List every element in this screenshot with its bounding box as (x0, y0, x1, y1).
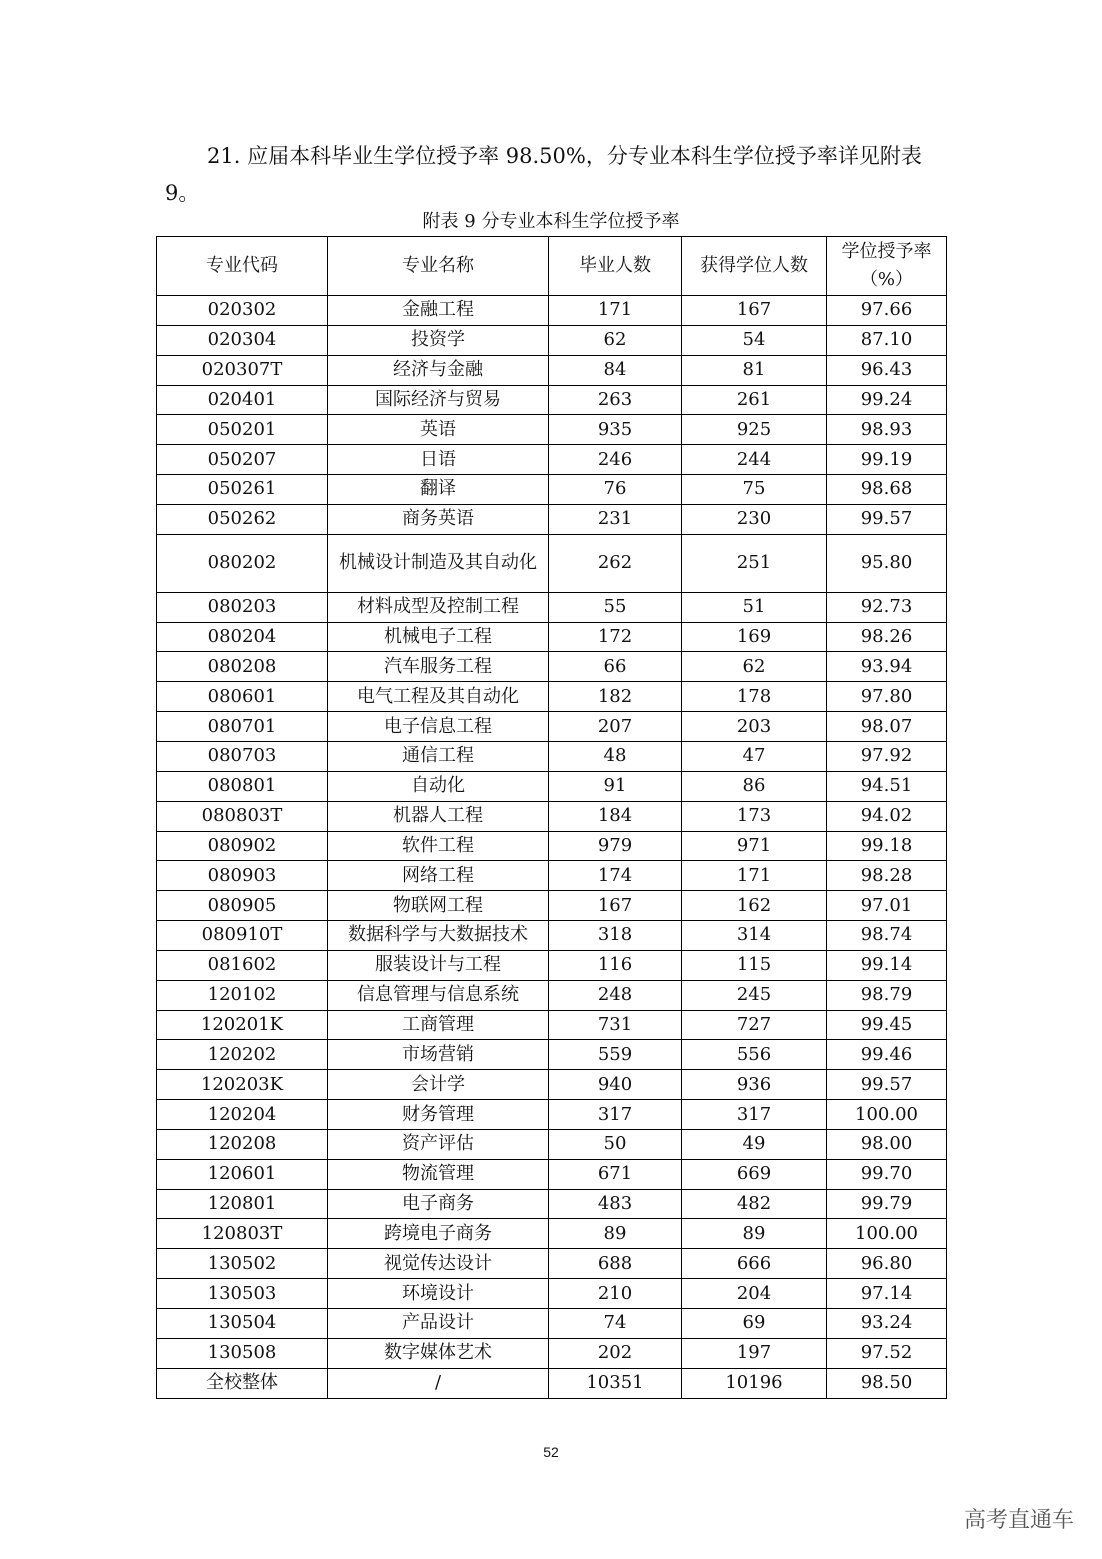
cell-major-code: 080803T (157, 801, 328, 831)
cell-degree-rate: 97.52 (827, 1338, 947, 1368)
cell-major-name: 通信工程 (328, 741, 549, 771)
table-row (157, 1159, 947, 1189)
cell-major-code: 050262 (157, 504, 328, 534)
cell-major-name: 物流管理 (328, 1159, 549, 1189)
cell-degree-rate: 94.51 (827, 771, 947, 801)
cell-degree-recipients: 317 (682, 1100, 827, 1130)
cell-major-code: 020302 (157, 296, 328, 326)
cell-degree-rate: 95.80 (827, 534, 947, 592)
cell-major-name: 环境设计 (328, 1279, 549, 1309)
cell-major-code: 050201 (157, 415, 328, 445)
table-row (157, 861, 947, 891)
cell-degree-rate: 97.66 (827, 296, 947, 326)
header-degree-recipients: 获得学位人数 (682, 237, 827, 296)
cell-major-name: 市场营销 (328, 1040, 549, 1070)
cell-degree-recipients: 173 (682, 801, 827, 831)
cell-degree-recipients: 251 (682, 534, 827, 592)
cell-degree-recipients: 62 (682, 652, 827, 682)
cell-graduates: 559 (549, 1040, 682, 1070)
cell-degree-recipients: 936 (682, 1070, 827, 1100)
cell-degree-rate: 100.00 (827, 1100, 947, 1130)
table-row (157, 534, 947, 592)
cell-major-code: 080903 (157, 861, 328, 891)
cell-major-name: / (328, 1368, 549, 1398)
cell-graduates: 50 (549, 1129, 682, 1159)
cell-graduates: 210 (549, 1279, 682, 1309)
cell-major-name: 电子信息工程 (328, 712, 549, 742)
cell-degree-recipients: 261 (682, 385, 827, 415)
cell-major-name: 数字媒体艺术 (328, 1338, 549, 1368)
cell-degree-rate: 93.24 (827, 1309, 947, 1339)
cell-degree-rate: 99.24 (827, 385, 947, 415)
cell-major-name: 财务管理 (328, 1100, 549, 1130)
cell-major-code: 020304 (157, 325, 328, 355)
cell-major-name: 物联网工程 (328, 891, 549, 921)
cell-major-code: 120203K (157, 1070, 328, 1100)
table-row (157, 801, 947, 831)
cell-degree-rate: 99.19 (827, 445, 947, 475)
cell-graduates: 688 (549, 1249, 682, 1279)
cell-degree-rate: 98.28 (827, 861, 947, 891)
cell-degree-rate: 98.50 (827, 1368, 947, 1398)
cell-major-code: 130503 (157, 1279, 328, 1309)
cell-major-name: 材料成型及控制工程 (328, 592, 549, 622)
cell-major-code: 120102 (157, 980, 328, 1010)
cell-degree-rate: 97.01 (827, 891, 947, 921)
table-row (157, 504, 947, 534)
table-row (157, 1189, 947, 1219)
cell-degree-rate: 87.10 (827, 325, 947, 355)
cell-degree-rate: 97.14 (827, 1279, 947, 1309)
cell-graduates: 231 (549, 504, 682, 534)
table-row (157, 622, 947, 652)
cell-major-name: 机械电子工程 (328, 622, 549, 652)
cell-major-code: 020401 (157, 385, 328, 415)
cell-major-name: 英语 (328, 415, 549, 445)
cell-graduates: 174 (549, 861, 682, 891)
cell-major-code: 120601 (157, 1159, 328, 1189)
cell-major-name: 日语 (328, 445, 549, 475)
page-number: 52 (543, 1444, 559, 1460)
cell-degree-rate: 99.70 (827, 1159, 947, 1189)
cell-major-name: 翻译 (328, 475, 549, 505)
table-row (157, 1100, 947, 1130)
cell-degree-recipients: 51 (682, 592, 827, 622)
cell-major-name: 电子商务 (328, 1189, 549, 1219)
cell-degree-recipients: 314 (682, 921, 827, 951)
cell-degree-recipients: 10196 (682, 1368, 827, 1398)
cell-major-name: 机械设计制造及其自动化 (328, 534, 549, 592)
table-row (157, 891, 947, 921)
cell-degree-recipients: 49 (682, 1129, 827, 1159)
cell-graduates: 91 (549, 771, 682, 801)
table-body (157, 296, 947, 1399)
cell-degree-recipients: 203 (682, 712, 827, 742)
table-header-row (157, 237, 947, 296)
cell-graduates: 66 (549, 652, 682, 682)
cell-major-name: 跨境电子商务 (328, 1219, 549, 1249)
header-graduates: 毕业人数 (549, 237, 682, 296)
table-row (157, 445, 947, 475)
cell-degree-recipients: 86 (682, 771, 827, 801)
cell-major-code: 全校整体 (157, 1368, 328, 1398)
cell-major-code: 081602 (157, 950, 328, 980)
cell-major-name: 产品设计 (328, 1309, 549, 1339)
cell-graduates: 202 (549, 1338, 682, 1368)
cell-graduates: 935 (549, 415, 682, 445)
cell-major-code: 080202 (157, 534, 328, 592)
cell-major-code: 130508 (157, 1338, 328, 1368)
cell-graduates: 172 (549, 622, 682, 652)
cell-major-name: 视觉传达设计 (328, 1249, 549, 1279)
cell-degree-recipients: 925 (682, 415, 827, 445)
cell-major-name: 工商管理 (328, 1010, 549, 1040)
table-caption: 附表 9 分专业本科生学位授予率 (422, 211, 680, 232)
cell-degree-recipients: 204 (682, 1279, 827, 1309)
cell-major-code: 080204 (157, 622, 328, 652)
cell-graduates: 62 (549, 325, 682, 355)
cell-degree-rate: 99.57 (827, 504, 947, 534)
cell-graduates: 317 (549, 1100, 682, 1130)
cell-degree-rate: 99.14 (827, 950, 947, 980)
cell-major-code: 080905 (157, 891, 328, 921)
cell-degree-rate: 98.68 (827, 475, 947, 505)
cell-graduates: 671 (549, 1159, 682, 1189)
table-row (157, 712, 947, 742)
cell-graduates: 731 (549, 1010, 682, 1040)
cell-degree-rate: 98.26 (827, 622, 947, 652)
cell-degree-rate: 92.73 (827, 592, 947, 622)
cell-major-code: 080801 (157, 771, 328, 801)
cell-degree-rate: 96.80 (827, 1249, 947, 1279)
cell-degree-rate: 93.94 (827, 652, 947, 682)
cell-degree-recipients: 69 (682, 1309, 827, 1339)
cell-degree-recipients: 169 (682, 622, 827, 652)
cell-major-code: 120204 (157, 1100, 328, 1130)
body-paragraph: 21. 应届本科毕业生学位授予率 98.50%，分专业本科生学位授予率详见附表 9。 (165, 144, 922, 205)
cell-major-name: 电气工程及其自动化 (328, 682, 549, 712)
cell-major-name: 资产评估 (328, 1129, 549, 1159)
cell-graduates: 246 (549, 445, 682, 475)
table-row (157, 1338, 947, 1368)
cell-graduates: 979 (549, 831, 682, 861)
cell-major-code: 050261 (157, 475, 328, 505)
cell-graduates: 483 (549, 1189, 682, 1219)
cell-major-code: 120208 (157, 1129, 328, 1159)
cell-graduates: 74 (549, 1309, 682, 1339)
cell-major-code: 120801 (157, 1189, 328, 1219)
cell-degree-recipients: 115 (682, 950, 827, 980)
watermark: 高考直通车 (963, 1508, 1074, 1533)
cell-degree-recipients: 81 (682, 355, 827, 385)
table-row (157, 921, 947, 951)
cell-major-name: 自动化 (328, 771, 549, 801)
table-row (157, 831, 947, 861)
cell-degree-rate: 99.79 (827, 1189, 947, 1219)
cell-graduates: 262 (549, 534, 682, 592)
cell-degree-recipients: 669 (682, 1159, 827, 1189)
table-row (157, 980, 947, 1010)
cell-major-name: 国际经济与贸易 (328, 385, 549, 415)
cell-degree-rate: 99.45 (827, 1010, 947, 1040)
cell-degree-rate: 97.80 (827, 682, 947, 712)
cell-major-code: 080703 (157, 741, 328, 771)
cell-major-code: 080208 (157, 652, 328, 682)
table-row (157, 1279, 947, 1309)
table-row (157, 950, 947, 980)
cell-degree-recipients: 75 (682, 475, 827, 505)
cell-major-code: 080701 (157, 712, 328, 742)
table-row (157, 1368, 947, 1398)
header-degree-rate: 学位授予率（%） (827, 237, 947, 296)
cell-major-name: 数据科学与大数据技术 (328, 921, 549, 951)
cell-graduates: 182 (549, 682, 682, 712)
cell-major-name: 机器人工程 (328, 801, 549, 831)
cell-degree-rate: 94.02 (827, 801, 947, 831)
cell-major-code: 050207 (157, 445, 328, 475)
cell-graduates: 167 (549, 891, 682, 921)
cell-degree-recipients: 482 (682, 1189, 827, 1219)
cell-degree-recipients: 556 (682, 1040, 827, 1070)
cell-degree-rate: 100.00 (827, 1219, 947, 1249)
table-row (157, 771, 947, 801)
cell-graduates: 48 (549, 741, 682, 771)
cell-major-code: 080203 (157, 592, 328, 622)
cell-major-name: 商务英语 (328, 504, 549, 534)
table-row (157, 1040, 947, 1070)
table-row (157, 1219, 947, 1249)
table-row (157, 415, 947, 445)
cell-degree-rate: 99.18 (827, 831, 947, 861)
table-row (157, 325, 947, 355)
cell-major-code: 130504 (157, 1309, 328, 1339)
cell-major-name: 经济与金融 (328, 355, 549, 385)
cell-degree-recipients: 171 (682, 861, 827, 891)
table-row (157, 1129, 947, 1159)
cell-graduates: 184 (549, 801, 682, 831)
table-row (157, 1249, 947, 1279)
cell-degree-rate: 98.74 (827, 921, 947, 951)
table-row (157, 682, 947, 712)
cell-graduates: 89 (549, 1219, 682, 1249)
degree-rate-table (156, 236, 947, 1399)
cell-major-name: 汽车服务工程 (328, 652, 549, 682)
table-row (157, 1309, 947, 1339)
cell-graduates: 263 (549, 385, 682, 415)
table-row (157, 385, 947, 415)
cell-major-code: 120202 (157, 1040, 328, 1070)
cell-graduates: 10351 (549, 1368, 682, 1398)
cell-degree-recipients: 244 (682, 445, 827, 475)
cell-degree-recipients: 178 (682, 682, 827, 712)
cell-graduates: 940 (549, 1070, 682, 1100)
cell-degree-rate: 98.00 (827, 1129, 947, 1159)
cell-major-name: 投资学 (328, 325, 549, 355)
cell-major-code: 120201K (157, 1010, 328, 1040)
cell-degree-recipients: 54 (682, 325, 827, 355)
cell-degree-recipients: 245 (682, 980, 827, 1010)
table-row (157, 475, 947, 505)
cell-degree-recipients: 89 (682, 1219, 827, 1249)
cell-graduates: 84 (549, 355, 682, 385)
cell-degree-rate: 96.43 (827, 355, 947, 385)
cell-degree-recipients: 47 (682, 741, 827, 771)
cell-degree-recipients: 197 (682, 1338, 827, 1368)
cell-major-code: 020307T (157, 355, 328, 385)
cell-major-code: 130502 (157, 1249, 328, 1279)
cell-graduates: 171 (549, 296, 682, 326)
cell-graduates: 207 (549, 712, 682, 742)
cell-major-code: 080601 (157, 682, 328, 712)
cell-major-code: 120803T (157, 1219, 328, 1249)
cell-degree-rate: 97.92 (827, 741, 947, 771)
cell-major-code: 080902 (157, 831, 328, 861)
cell-major-name: 网络工程 (328, 861, 549, 891)
cell-major-name: 服装设计与工程 (328, 950, 549, 980)
cell-graduates: 248 (549, 980, 682, 1010)
cell-graduates: 55 (549, 592, 682, 622)
table-row (157, 741, 947, 771)
table-row (157, 652, 947, 682)
cell-graduates: 116 (549, 950, 682, 980)
cell-graduates: 318 (549, 921, 682, 951)
cell-degree-recipients: 727 (682, 1010, 827, 1040)
cell-major-name: 金融工程 (328, 296, 549, 326)
cell-degree-recipients: 666 (682, 1249, 827, 1279)
cell-degree-rate: 98.79 (827, 980, 947, 1010)
header-major-code: 专业代码 (157, 237, 328, 296)
cell-major-code: 080910T (157, 921, 328, 951)
header-major-name: 专业名称 (328, 237, 549, 296)
cell-major-name: 软件工程 (328, 831, 549, 861)
cell-degree-rate: 98.07 (827, 712, 947, 742)
table-row (157, 1010, 947, 1040)
cell-degree-rate: 99.57 (827, 1070, 947, 1100)
table-row (157, 1070, 947, 1100)
cell-degree-rate: 99.46 (827, 1040, 947, 1070)
cell-degree-rate: 98.93 (827, 415, 947, 445)
table-row (157, 296, 947, 326)
cell-major-name: 会计学 (328, 1070, 549, 1100)
cell-degree-recipients: 167 (682, 296, 827, 326)
cell-degree-recipients: 971 (682, 831, 827, 861)
cell-degree-recipients: 230 (682, 504, 827, 534)
cell-graduates: 76 (549, 475, 682, 505)
table-row (157, 355, 947, 385)
cell-major-name: 信息管理与信息系统 (328, 980, 549, 1010)
cell-degree-recipients: 162 (682, 891, 827, 921)
table-row (157, 592, 947, 622)
